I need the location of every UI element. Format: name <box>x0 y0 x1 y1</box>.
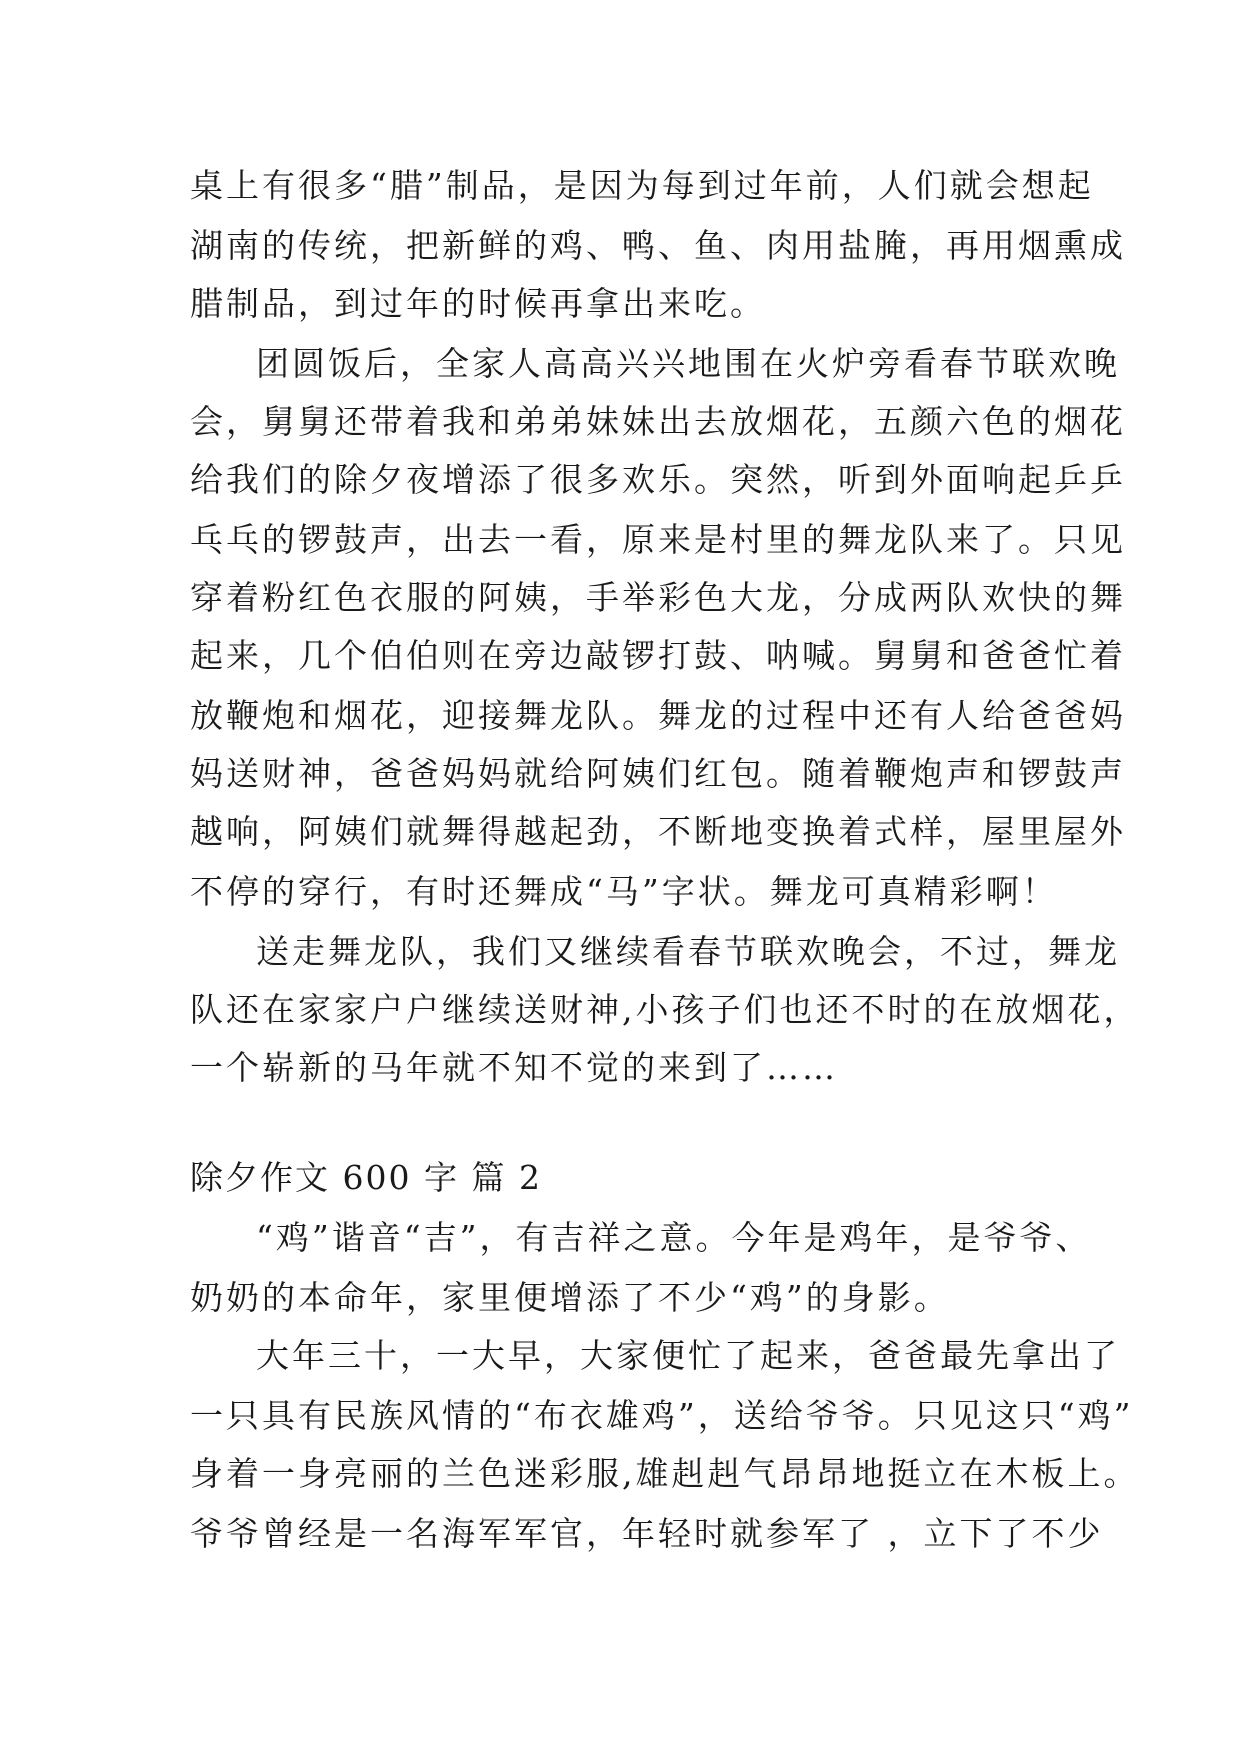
paragraph-line: 一个崭新的马年就不知不觉的来到了…… <box>190 1048 838 1087</box>
paragraph-line: 腊制品，到过年的时候再拿出来吃。 <box>190 284 766 323</box>
paragraph-line: 湖南的传统，把新鲜的鸡、鸭、鱼、肉用盐腌，再用烟熏成 <box>190 226 1126 265</box>
paragraph-line: 起来，几个伯伯则在旁边敲锣打鼓、呐喊。舅舅和爸爸忙着 <box>190 636 1126 675</box>
paragraph-line: 越响，阿姨们就舞得越起劲，不断地变换着式样，屋里屋外 <box>190 812 1126 851</box>
paragraph-line: 给我们的除夕夜增添了很多欢乐。突然，听到外面响起乒乒 <box>190 460 1126 499</box>
paragraph-line: 送走舞龙队，我们又继续看春节联欢晚会，不过，舞龙 <box>256 932 1120 971</box>
paragraph-line: 不停的穿行，有时还舞成“马”字状。舞龙可真精彩啊！ <box>190 872 1058 911</box>
paragraph-line: 穿着粉红色衣服的阿姨，手举彩色大龙，分成两队欢快的舞 <box>190 578 1126 617</box>
paragraph-line: 爷爷曾经是一名海军军官，年轻时就参军了 ，立下了不少 <box>190 1514 1104 1553</box>
paragraph-line: “鸡”谐音“吉”，有吉祥之意。今年是鸡年，是爷爷、 <box>256 1218 1092 1257</box>
paragraph-line: 一只具有民族风情的“布衣雄鸡”，送给爷爷。只见这只“鸡” <box>190 1396 1134 1435</box>
section-heading: 除夕作文 600 字 篇 2 <box>190 1158 542 1197</box>
paragraph-line: 桌上有很多“腊”制品，是因为每到过年前，人们就会想起 <box>190 166 1094 205</box>
paragraph-line: 队还在家家户户继续送财神,小孩子们也还不时的在放烟花， <box>190 990 1140 1029</box>
paragraph-line: 团圆饭后，全家人高高兴兴地围在火炉旁看春节联欢晚 <box>256 344 1120 383</box>
paragraph-line: 妈送财神，爸爸妈妈就给阿姨们红包。随着鞭炮声和锣鼓声 <box>190 754 1126 793</box>
paragraph-line: 身着一身亮丽的兰色迷彩服,雄赳赳气昂昂地挺立在木板上。 <box>190 1454 1140 1493</box>
paragraph-line: 放鞭炮和烟花，迎接舞龙队。舞龙的过程中还有人给爸爸妈 <box>190 696 1126 735</box>
paragraph-line: 大年三十，一大早，大家便忙了起来，爸爸最先拿出了 <box>256 1336 1120 1375</box>
paragraph-line: 奶奶的本命年，家里便增添了不少“鸡”的身影。 <box>190 1278 950 1317</box>
paragraph-line: 会，舅舅还带着我和弟弟妹妹出去放烟花，五颜六色的烟花 <box>190 402 1126 441</box>
paragraph-line: 乓乓的锣鼓声，出去一看，原来是村里的舞龙队来了。只见 <box>190 520 1126 559</box>
